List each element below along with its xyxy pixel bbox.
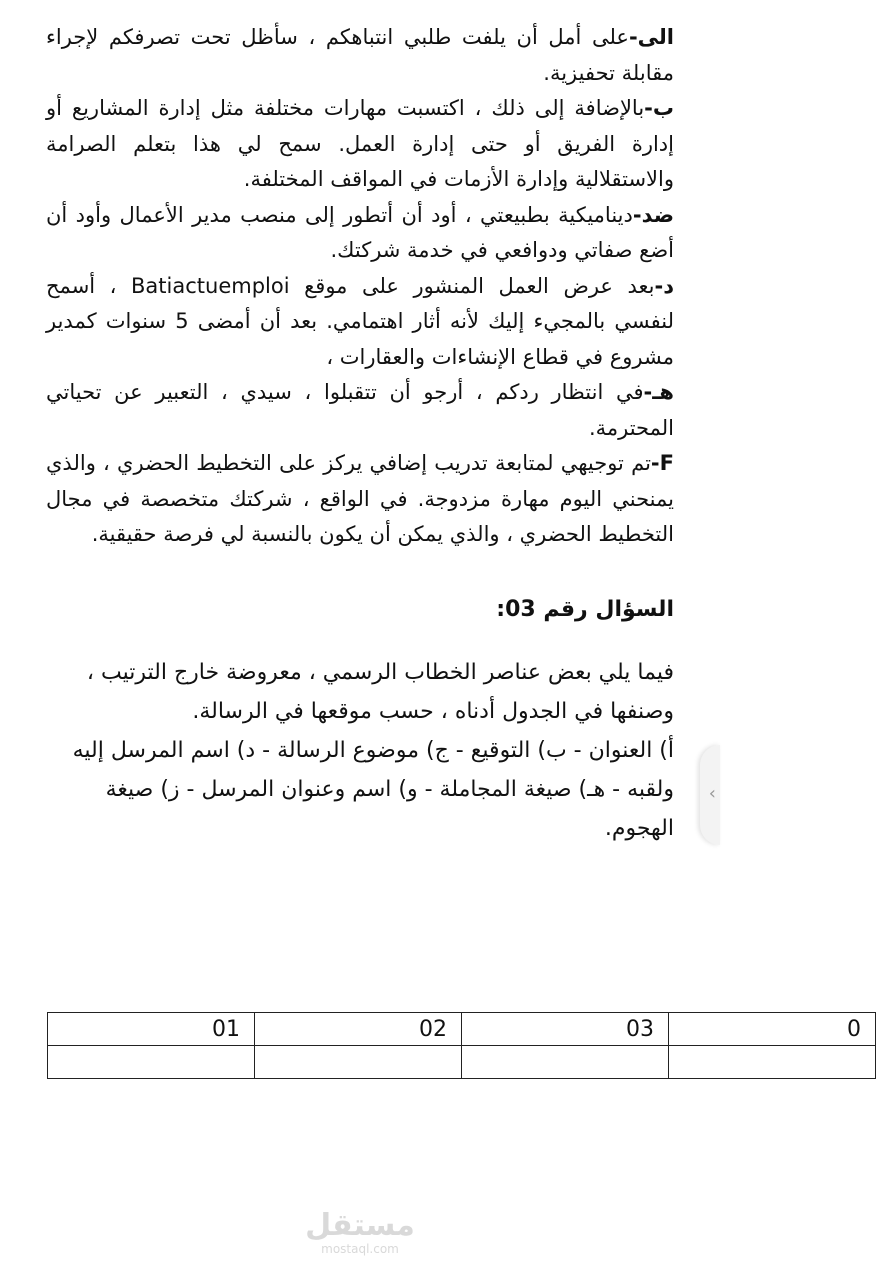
paragraph-lead: F- [650, 451, 674, 475]
watermark-arabic: مستقل [305, 1208, 415, 1243]
watermark-logo [300, 1210, 420, 1256]
answer-table [47, 1012, 876, 1079]
paragraph-lead: الى- [628, 25, 674, 49]
table-header-cell: 03 [462, 1013, 669, 1046]
paragraph-text: على أمل أن يلفت طلبي انتباهكم ، سأظل تحت تصرفكم لإجراء مقابلة تحفيزية. [46, 25, 674, 85]
paragraph-f [46, 446, 674, 553]
paragraph-lead: هـ- [643, 380, 674, 404]
paragraph-a [46, 20, 674, 91]
question-instruction: فيما يلي بعض عناصر الخطاب الرسمي ، معروضة خارج الترتيب ، وصنفها في الجدول أدناه ، حسب موقعها في الرسالة. [86, 659, 674, 724]
table-row [48, 1046, 876, 1079]
side-panel-handle[interactable] [700, 745, 720, 845]
paragraph-b [46, 91, 674, 198]
paragraph-d [46, 269, 674, 376]
paragraph-lead: ب- [644, 96, 674, 120]
chevron-left-icon: ‹ [708, 783, 716, 804]
paragraph-c [46, 198, 674, 269]
paragraph-e [46, 375, 674, 446]
table-header-cell: 02 [255, 1013, 462, 1046]
table-cell [669, 1046, 876, 1079]
paragraph-text: تم توجيهي لمتابعة تدريب إضافي يركز على التخطيط الحضري ، والذي يمنحني اليوم مهارة مزدوجة. في الواقع ، شركتك متخصصة في مجال التخطيط الحضري ، والذي يمكن أن يكون بالنسبة لي فرصة حقيقية. [46, 451, 674, 546]
table-cell [255, 1046, 462, 1079]
paragraph-text: ديناميكية بطبيعتي ، أود أن أتطور إلى منصب مدير الأعمال وأود أن أضع صفاتي ودوافعي في خدمة شركتك. [46, 202, 674, 262]
watermark-latin: mostaql.com [321, 1242, 399, 1256]
paragraph-lead: د- [654, 273, 674, 298]
paragraph-text: بعد عرض العمل المنشور على موقع Batiactuemploi ، أسمح لنفسي بالمجيء إليك لأنه أثار اهتمامي. بعد أن أمضى 5 سنوات كمدير مشروع في قطاع الإنشاءات والعقارات ، [46, 273, 674, 369]
table-header-cell: 01 [48, 1013, 255, 1046]
paragraph-lead: ضد- [632, 202, 674, 227]
paragraph-text: بالإضافة إلى ذلك ، اكتسبت مهارات مختلفة مثل إدارة المشاريع أو إدارة الفريق أو حتى إدارة العمل. سمح لي هذا بتعلم الصرامة والاستقلالية وإدارة الأزمات في المواقف المختلفة. [46, 96, 674, 191]
question-items: أ) العنوان - ب) التوقيع - ج) موضوع الرسالة - د) اسم المرسل إليه ولقبه - هـ) صيغة المجاملة - و) اسم وعنوان المرسل - ز) صيغة الهجوم. [72, 737, 674, 841]
answer-table-container [47, 1012, 861, 1079]
question-body [46, 653, 674, 848]
table-header-row [48, 1013, 876, 1046]
table-header-cell: 0 [669, 1013, 876, 1046]
table-cell [462, 1046, 669, 1079]
table-cell [48, 1046, 255, 1079]
document-body [46, 20, 674, 848]
question-title: السؤال رقم 03: [496, 596, 674, 622]
paragraph-text: في انتظار ردكم ، أرجو أن تتقبلوا ، سيدي ، التعبير عن تحياتي المحترمة. [46, 380, 674, 440]
